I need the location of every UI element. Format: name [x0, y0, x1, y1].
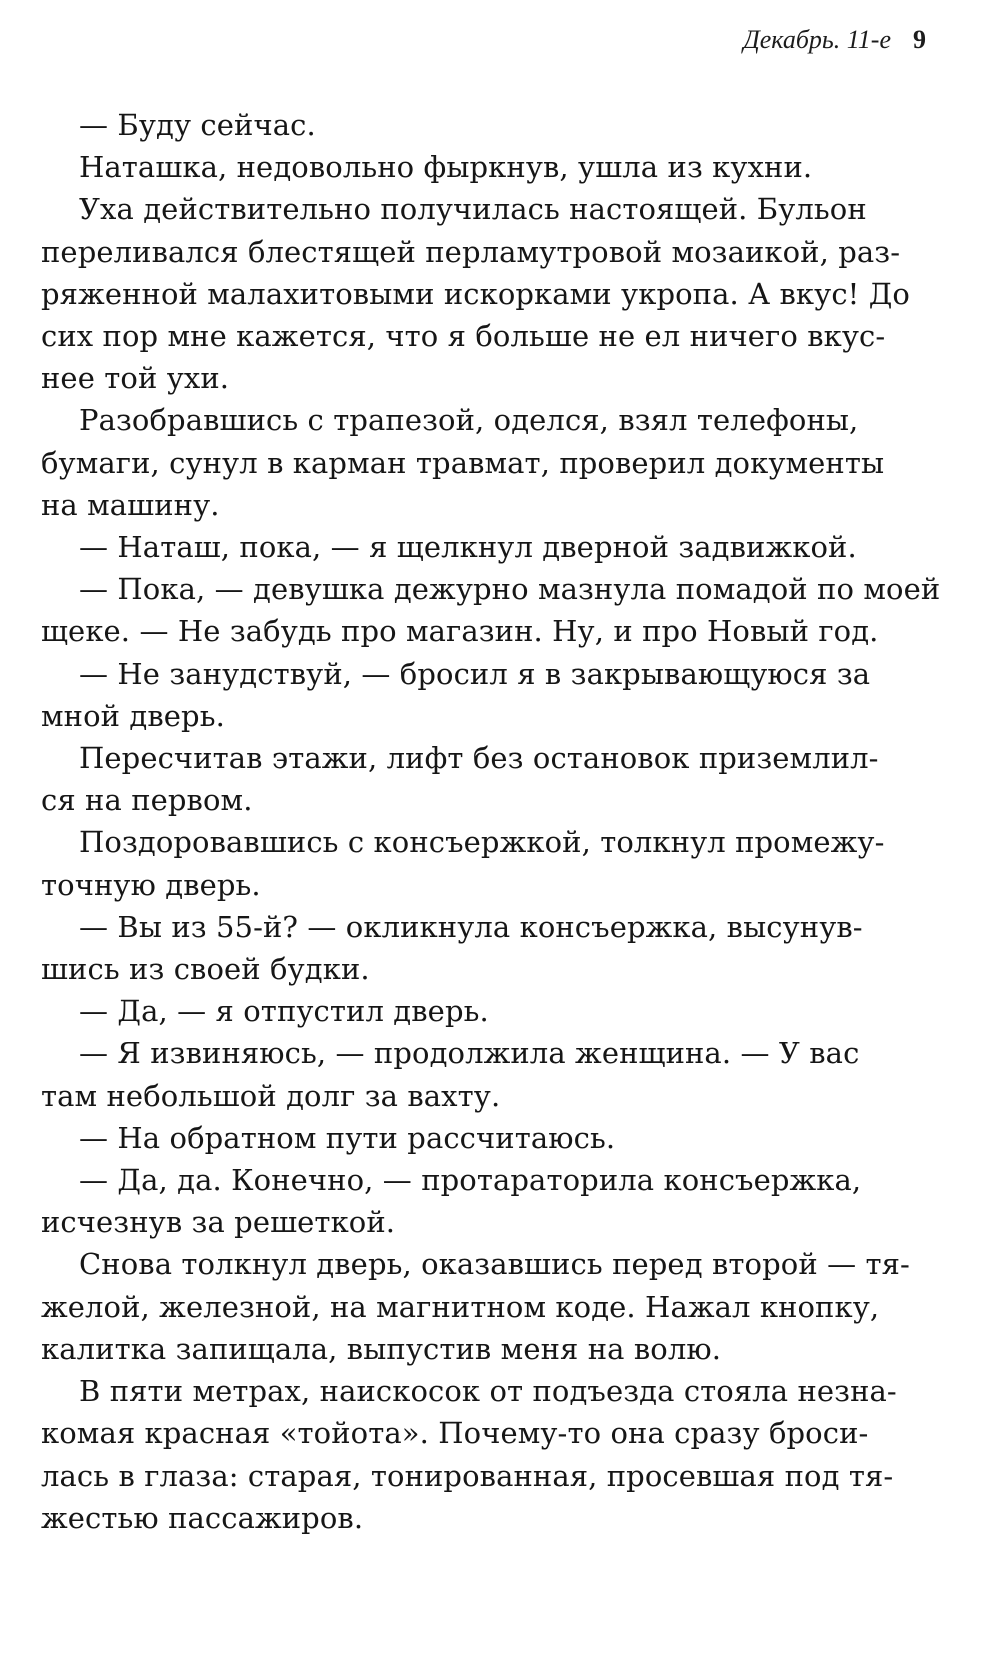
- text-line: — Наташ, пока, — я щелкнул дверной задвижкой.: [79, 530, 857, 565]
- text-line: — Вы из 55-й? — окликнула консъержка, высунув-: [79, 909, 863, 944]
- text-line: точную дверь.: [41, 867, 261, 902]
- text-line: жестью пассажиров.: [41, 1500, 364, 1535]
- text-line: — Не занудствуй, — бросил я в закрывающуюся за: [79, 656, 871, 691]
- text-line: — Буду сейчас.: [79, 108, 316, 142]
- text-line: Разобравшись с трапезой, оделся, взял телефоны,: [79, 403, 859, 438]
- text-line: лась в глаза: старая, тонированная, просевшая под тя-: [41, 1458, 894, 1493]
- text-line: щеке. — Не забудь про магазин. Ну, и про Новый год.: [41, 614, 879, 649]
- text-line: Уха действительно получилась настоящей. Бульон: [79, 192, 867, 227]
- text-line: Поздоровавшись с консъержкой, толкнул промежу-: [79, 825, 885, 860]
- text-line: — На обратном пути рассчитаюсь.: [79, 1120, 616, 1155]
- text-line: Снова толкнул дверь, оказавшись перед второй — тя-: [79, 1247, 910, 1282]
- text-line: В пяти метрах, наискосок от подъезда стояла незна-: [79, 1374, 897, 1409]
- text-line: желой, железной, на магнитном коде. Нажал кнопку,: [41, 1289, 880, 1324]
- running-title: Декабрь. 11-е: [743, 25, 891, 54]
- text-line: — Да, — я отпустил дверь.: [79, 994, 489, 1029]
- text-line: ряженной малахитовыми искорками укропа. А вкус! До: [41, 276, 910, 311]
- text-line: нее той ухи.: [41, 361, 230, 396]
- text-line: — Пока, — девушка дежурно мазнула помадой по моей: [79, 572, 941, 607]
- text-line: — Я извиняюсь, — продолжила женщина. — У вас: [79, 1036, 860, 1071]
- page-header: [743, 20, 926, 60]
- text-line: комая красная «тойота». Почему-то она сразу броси-: [41, 1416, 869, 1451]
- text-line: Наташка, недовольно фыркнув, ушла из кухни.: [79, 150, 813, 185]
- text-line: переливался блестящей перламутровой мозаикой, раз-: [41, 234, 901, 269]
- text-line: шись из своей будки.: [41, 952, 370, 987]
- page-number: 9: [913, 25, 926, 54]
- body-text: [41, 104, 941, 1539]
- text-line: бумаги, сунул в карман травмат, проверил документы: [41, 445, 885, 480]
- text-line: там небольшой долг за вахту.: [41, 1078, 501, 1113]
- text-line: исчезнув за решеткой.: [41, 1205, 396, 1240]
- text-line: Пересчитав этажи, лифт без остановок приземлил-: [79, 741, 879, 776]
- text-line: на машину.: [41, 487, 220, 522]
- text-line: мной дверь.: [41, 698, 225, 733]
- text-line: — Да, да. Конечно, — протараторила консъержка,: [79, 1163, 862, 1198]
- text-line: ся на первом.: [41, 783, 253, 818]
- text-line: сих пор мне кажется, что я больше не ел ничего вкус-: [41, 319, 886, 354]
- text-line: калитка запищала, выпустив меня на волю.: [41, 1331, 722, 1366]
